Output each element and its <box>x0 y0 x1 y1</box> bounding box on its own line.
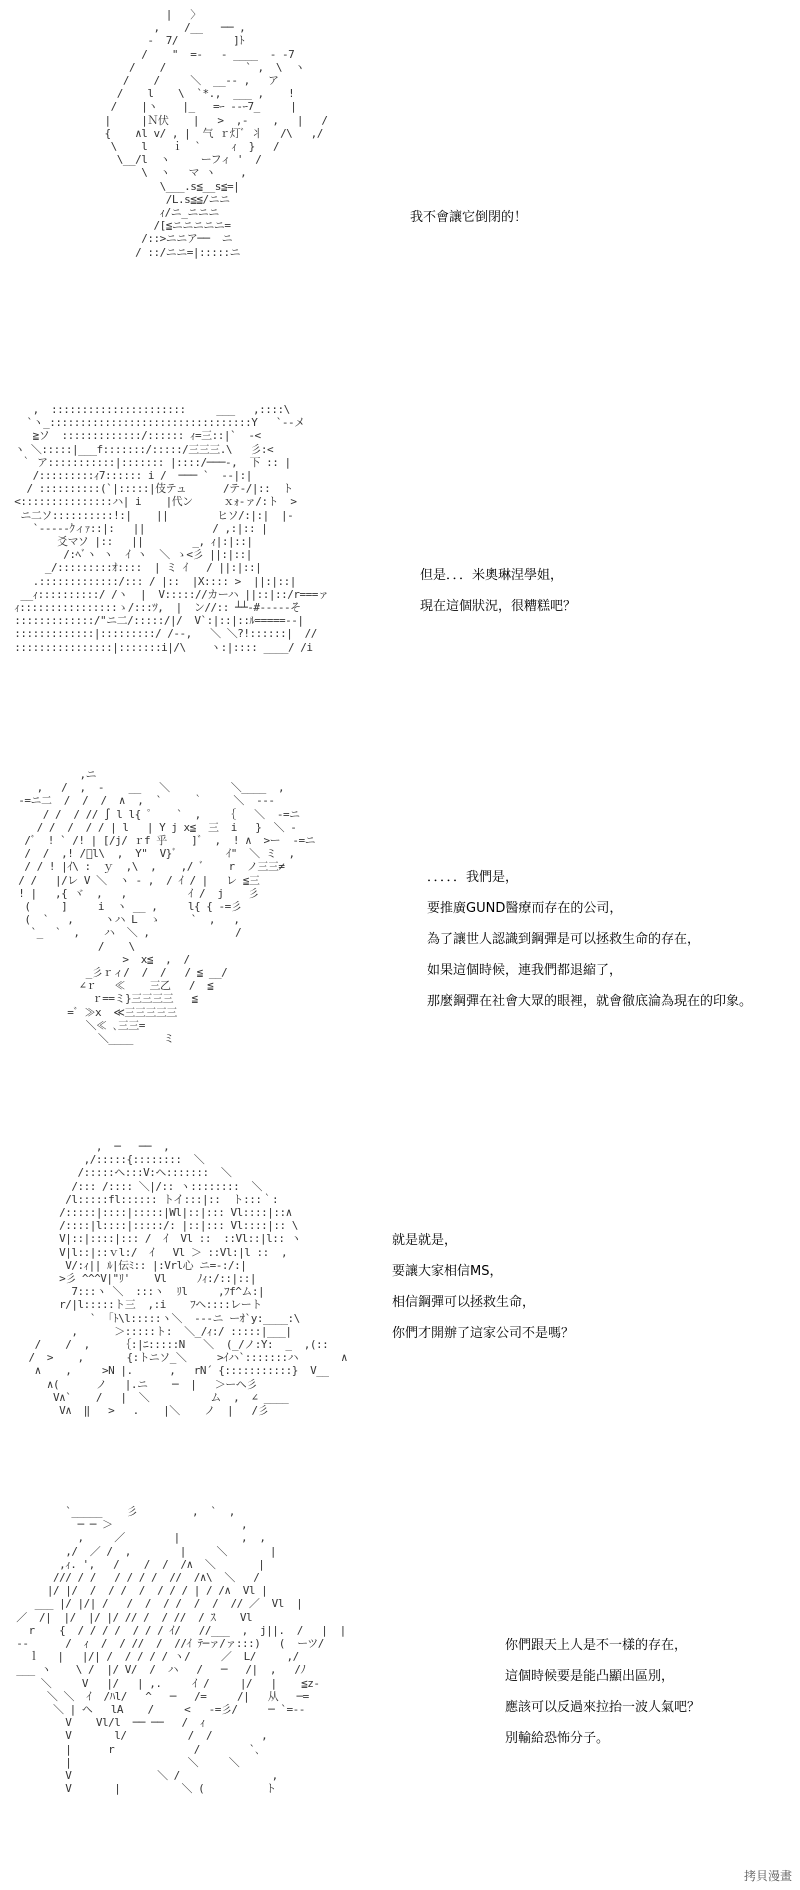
panel-1 <box>0 0 800 390</box>
dialogue-1 <box>410 202 527 233</box>
dialogue-line: 相信鋼彈可以拯救生命， <box>392 1295 536 1310</box>
dialogue-line: 這個時候要是能凸顯出區別， <box>505 1669 675 1684</box>
dialogue-line: 別輸給恐怖分子。 <box>505 1731 610 1746</box>
ascii-art-1: | 〉 , /__ ── , - 7/ ]ﾄ / " =- - ____ - -7 / / ` , \ ヽ / / ＼ __-- , ア / l \ `*., ___ , ! / |ヽ |_ =ｰ --ｰ7_ | | |Ｎ伏 | > ,- , | / { ∧l v/ , | 气 ｒ灯ﾞ 丬 /\ ,/ \ l ｉ ` ｨ } / \__/l ヽ ーフィ ' / \ ヽ マ ヽ , \___.s≦__s≦=| /L.s≦≦/ニニ ｨ/ニ_ニニニ /[≦ニニニニニ= /::>ニニア── ニ / ::/ニニ=|:::::ニ <box>104 8 328 259</box>
ascii-art-3: ,ニ , / , - __ ＼ ＼____ , -=ニ二 / / / ∧ , ` ｀ ＼ --- / / / // ∫ l l{ ﾟ ` , ｛ ＼ -=ニ / / / / / | l | Y j x≦ 三 i } ＼ - /ﾞ ! ` /! | [/j/ ｒf 乎 ]ﾞ , ! ∧ >ー -=ニ / / ,! /ﾞl\ , Y" V}ﾞ ｲ" ＼ ミ , / / ! |ｲ\ : ｙ ,\ , ,/ ﾞ r ノ三三≠ / / |/レ V ＼ ヽ - , / ｲ / | レ ≦三 ! | ,{ ヾ , , ｲ / j 彡 ( ] i ヽ __ , l{ { -=彡 ( ` , ヽハ L ゝ ` , , `_ ` , ハ ＼ , / / \ > x≦ , / _彡ｒィ/ / / / ≦ __/ ∠ｒ ≪ 三乙 / ≦ ｒ==ミ}三三三三 ≦ =ﾞ ≫x ≪三三三三三 ＼≪ ､三三= ＼____ ミ <box>18 768 316 1046</box>
ascii-art-2: , :::::::::::::::::::::: ___ ,::::\ `ヽ_:::::::::::::::::::::::::::::::::Y `--メ ≧ソ :::::::::::::/:::::: ｨ=三::|` -< ヽ ＼:::::|___f:::::::/:::::/三三三.\ 彡:< ｀ ア:::::::::::|::::::: |::::/───-, 下 :: | /:::::::::ｨ7:::::: i / ─── ` --|:| / ::::::::::(`|:::::|伎テュ /テ-/|:: ト <:::::::::::::::ハ| i |代ン ｘｫ-ァ/:ト > ニ二ソ::::::::::!:| || ヒソ/:|:| |- `-----ｸィｧ::|: || / ,:|:: | 爻マソ |:: || _, ｨ|:|::| /:ﾍﾞヽ ヽ ｲ ヽ ＼ ゝ<彡 ||:|::| _/:::::::::ｵ:::: | ミ ｲ / ||:|::| .:::::::::::::/::: / |:: |X:::: > ||:|::| __ｨ::::::::::/ /ヽ | V::::://カーハ ||::|::/r===ァ ｨ::::::::::::::::ゝ/:::ﾂ, | ン//:: ┴┴-#-----そ :::::::::::::/"ニ二/:::::/|/ V`:|::|::ﾙ=====--| :::::::::::::|:::::::::/ /--, ＼ ＼?!::::::| // ::::::::::::::::|:::::::i|/\ ヽ:|:::: ____/ /i <box>14 403 329 654</box>
dialogue-line: 但是．．．米奧琳涅學姐， <box>420 568 564 583</box>
watermark: 拷貝漫畫 <box>743 1869 792 1883</box>
dialogue-3 <box>427 862 752 1017</box>
dialogue-4 <box>392 1225 574 1349</box>
dialogue-line: 你們才開辦了這家公司不是嗎？ <box>392 1326 575 1341</box>
panel-3 <box>0 760 800 1130</box>
panel-2 <box>0 395 800 755</box>
dialogue-line: 那麼鋼彈在社會大眾的眼裡，就會徹底淪為現在的印象。 <box>427 994 753 1009</box>
dialogue-line: 如果這個時候，連我們都退縮了， <box>427 963 623 978</box>
dialogue-line: 現在這個狀況，很糟糕吧？ <box>420 599 577 614</box>
dialogue-line: 你們跟天上人是不一樣的存在， <box>505 1638 688 1653</box>
dialogue-line: 就是就是， <box>392 1233 458 1248</box>
ascii-art-4: , ─ ── , ,/:::::{:::::::: ＼ /:::::ヘ:::V:ヘ::::::: ＼ /::: /:::: ＼|/:: ヽ:::::::: ＼ /l:::::fl:::::: トイ:::|:: ト:::｀: /:::::|::::|:::::|Wl|::|::: Vl::::|::∧ /::::|l::::|:::::/: |::|::: Vl::::|:: \ V|::|::::|::: / ｲ Vl :: ::Vl::|l:: ヽ V|l::|::ｖl:/ ｲ Vl ＞ ::Vl:|l :: , V/:ｨ|| ﾙ|伝ﾐ:: |:Vrl心 ニ=-:/:| >彡 ^^^V|"ﾘ' Vl ﾉｨ:/::|::| 7:::ヽ ＼ :::ヽ ﾘl ,ﾌf^ム:| r/|l:::::ト三 ,:i ﾌヘ::::レート ` ｢ﾄ\l:::::ヽ＼ ---ニ ーｵ`y:____:\ , ＞:::::ト: ＼_/ｨ:/ :::::|___| / / , ｛:|ﾆ:::::N ＼ (_/ノ:Y: _ ,(:: / > , {:トニソ_＼ >ｲハ`:::::::ハ ∧ ∧ , >N |. , rN´ {:::::::::::} V__ ∧( ノ |.ニ ─ | ＞ーヘ彡 V∧` / | ＼ ム , ∠ ____ V∧ ‖ > . |＼ ノ | /彡 <box>28 1140 348 1418</box>
dialogue-line: 我不會讓它倒閉的！ <box>410 210 528 225</box>
dialogue-line: 為了讓世人認識到鋼彈是可以拯救生命的存在， <box>427 932 701 947</box>
dialogue-line: 應該可以反過來拉抬一波人氣吧？ <box>505 1700 701 1715</box>
dialogue-5 <box>505 1630 700 1754</box>
dialogue-line: ．．．．．我們是， <box>427 870 519 885</box>
ascii-art-5: `_____ 彡 , ` , ─ ─ ＞ , , ／ | , , ,/ ／ / , | ＼ | ,ｨ. ', / / / /∧ ＼ | /// / / / / / / // /∧\ ＼ / |/ |/ / / / / / / / | / /∧ Vl | ___ |/ |/| / / / / / / / // ／ Vl | ／ /| |/ |/ |/ // / / // / ｽ Vl r { / / / / / / / ｲ/ //___ , j||. / | | -- / ｨ / / // / //ｲ ﾃ─ァ/ァ:::) ( ーツ/ ｌ | |/| / / / / / ヽ/ ／ L/ ,/ ___ ヽ \ / |/ V/ / ハ / ─ /| , /ﾉ ＼ V |/ | ,. ｲ / |/ | ≦z- ＼ ＼ ｲ /ﾊl/ ^ ─ /= /| 从 ─= ＼ | ヘ lA / < -=彡/ ─ `=-- V Vl/l ── ── / ｨ V l/ / / , | r / `､ | ＼ ＼ V ＼ / , V | ＼ ( ト <box>16 1505 346 1796</box>
panel-4 <box>0 1135 800 1490</box>
dialogue-line: 要推廣GUND醫療而存在的公司， <box>427 901 623 916</box>
dialogue-2 <box>420 560 576 622</box>
dialogue-line: 要讓大家相信MS， <box>392 1264 503 1279</box>
panel-5 <box>0 1500 800 1890</box>
